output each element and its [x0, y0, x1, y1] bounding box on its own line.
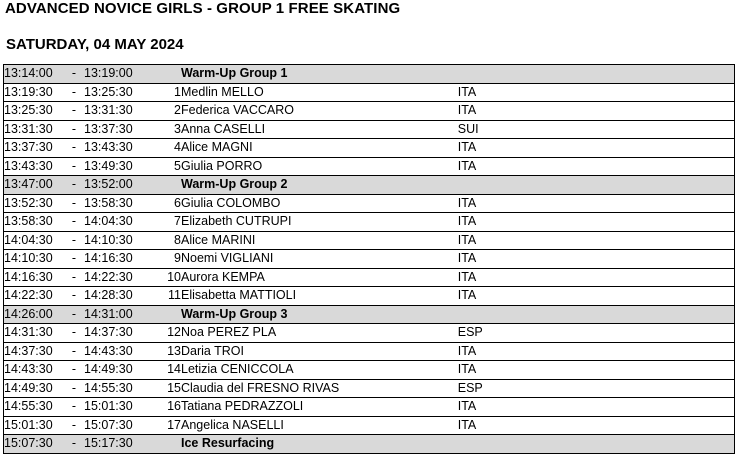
start-time: 15:07:30: [4, 435, 65, 454]
start-number: [148, 176, 181, 195]
end-time: 14:22:30: [84, 268, 148, 287]
skater-row: [4, 398, 735, 417]
skater-name: Tatiana PEDRAZZOLI: [181, 398, 458, 417]
nation-code: ITA: [458, 361, 735, 380]
start-number: 1: [148, 83, 181, 102]
start-time: 13:52:30: [4, 194, 65, 213]
skater-name: Elizabeth CUTRUPI: [181, 213, 458, 232]
skater-row: [4, 250, 735, 269]
skater-row: [4, 342, 735, 361]
start-number: 16: [148, 398, 181, 417]
time-separator: -: [64, 157, 84, 176]
time-separator: -: [64, 379, 84, 398]
start-time: 13:14:00: [4, 65, 65, 84]
start-number: 8: [148, 231, 181, 250]
skater-row: [4, 102, 735, 121]
skater-row: [4, 231, 735, 250]
start-time: 14:26:00: [4, 305, 65, 324]
skater-name: Medlin MELLO: [181, 83, 458, 102]
skater-row: [4, 194, 735, 213]
skater-row: [4, 379, 735, 398]
start-time: 14:43:30: [4, 361, 65, 380]
start-time: 14:22:30: [4, 287, 65, 306]
time-separator: -: [64, 194, 84, 213]
skater-name: Claudia del FRESNO RIVAS: [181, 379, 458, 398]
start-time: 13:25:30: [4, 102, 65, 121]
start-time: 14:37:30: [4, 342, 65, 361]
end-time: 14:37:30: [84, 324, 148, 343]
nation-code: ITA: [458, 287, 735, 306]
skater-row: [4, 268, 735, 287]
skater-name: Alice MAGNI: [181, 139, 458, 158]
start-number: 15: [148, 379, 181, 398]
end-time: 13:19:00: [84, 65, 148, 84]
nation-code: ITA: [458, 157, 735, 176]
end-time: 14:16:30: [84, 250, 148, 269]
group-row: [4, 435, 735, 454]
start-number: [148, 65, 181, 84]
group-row: [4, 176, 735, 195]
time-separator: -: [64, 65, 84, 84]
start-time: 14:04:30: [4, 231, 65, 250]
skater-name: Giulia PORRO: [181, 157, 458, 176]
nation-code: ITA: [458, 139, 735, 158]
skater-name: Noemi VIGLIANI: [181, 250, 458, 269]
start-time: 14:55:30: [4, 398, 65, 417]
start-time: 13:37:30: [4, 139, 65, 158]
start-time: 13:47:00: [4, 176, 65, 195]
time-separator: -: [64, 287, 84, 306]
nation-code: ITA: [458, 268, 735, 287]
start-number: [148, 435, 181, 454]
start-time: 13:43:30: [4, 157, 65, 176]
skater-name: Angelica NASELLI: [181, 416, 458, 435]
start-number: 13: [148, 342, 181, 361]
skater-name: Noa PEREZ PLA: [181, 324, 458, 343]
skater-name: Elisabetta MATTIOLI: [181, 287, 458, 306]
time-separator: -: [64, 120, 84, 139]
nation-code: ITA: [458, 250, 735, 269]
schedule-table: [3, 64, 735, 454]
skater-row: [4, 324, 735, 343]
nation-code: ITA: [458, 102, 735, 121]
time-separator: -: [64, 139, 84, 158]
start-number: 17: [148, 416, 181, 435]
end-time: 13:37:30: [84, 120, 148, 139]
nation-code: ITA: [458, 83, 735, 102]
skater-name: Alice MARINI: [181, 231, 458, 250]
nation-code: ESP: [458, 379, 735, 398]
group-row: [4, 305, 735, 324]
start-number: [148, 305, 181, 324]
start-number: 6: [148, 194, 181, 213]
skater-row: [4, 139, 735, 158]
skater-row: [4, 287, 735, 306]
end-time: 14:10:30: [84, 231, 148, 250]
end-time: 15:01:30: [84, 398, 148, 417]
end-time: 15:17:30: [84, 435, 148, 454]
skater-row: [4, 213, 735, 232]
start-number: 10: [148, 268, 181, 287]
group-label: Warm-Up Group 1: [181, 65, 735, 84]
skater-name: Anna CASELLI: [181, 120, 458, 139]
skater-name: Aurora KEMPA: [181, 268, 458, 287]
start-time: 13:58:30: [4, 213, 65, 232]
start-number: 3: [148, 120, 181, 139]
end-time: 14:43:30: [84, 342, 148, 361]
nation-code: ITA: [458, 398, 735, 417]
end-time: 13:25:30: [84, 83, 148, 102]
group-row: [4, 65, 735, 84]
start-number: 4: [148, 139, 181, 158]
time-separator: -: [64, 342, 84, 361]
skater-row: [4, 120, 735, 139]
start-number: 12: [148, 324, 181, 343]
time-separator: -: [64, 102, 84, 121]
skater-row: [4, 83, 735, 102]
skater-row: [4, 416, 735, 435]
end-time: 14:55:30: [84, 379, 148, 398]
start-number: 11: [148, 287, 181, 306]
time-separator: -: [64, 231, 84, 250]
start-time: 14:10:30: [4, 250, 65, 269]
start-time: 13:19:30: [4, 83, 65, 102]
nation-code: ITA: [458, 416, 735, 435]
nation-code: ITA: [458, 194, 735, 213]
time-separator: -: [64, 361, 84, 380]
time-separator: -: [64, 83, 84, 102]
end-time: 15:07:30: [84, 416, 148, 435]
start-time: 14:16:30: [4, 268, 65, 287]
skater-name: Daria TROI: [181, 342, 458, 361]
skater-row: [4, 361, 735, 380]
end-time: 14:28:30: [84, 287, 148, 306]
nation-code: ITA: [458, 342, 735, 361]
start-number: 14: [148, 361, 181, 380]
nation-code: SUI: [458, 120, 735, 139]
schedule-body: [4, 65, 735, 454]
start-time: 14:31:30: [4, 324, 65, 343]
end-time: 13:52:00: [84, 176, 148, 195]
end-time: 13:58:30: [84, 194, 148, 213]
time-separator: -: [64, 268, 84, 287]
nation-code: ESP: [458, 324, 735, 343]
skater-row: [4, 157, 735, 176]
nation-code: ITA: [458, 231, 735, 250]
start-time: 13:31:30: [4, 120, 65, 139]
skater-name: Federica VACCARO: [181, 102, 458, 121]
end-time: 13:43:30: [84, 139, 148, 158]
time-separator: -: [64, 398, 84, 417]
time-separator: -: [64, 213, 84, 232]
page-title: ADVANCED NOVICE GIRLS - GROUP 1 FREE SKATING: [5, 0, 401, 17]
start-number: 5: [148, 157, 181, 176]
event-date: SATURDAY, 04 MAY 2024: [6, 36, 184, 53]
skater-name: Letizia CENICCOLA: [181, 361, 458, 380]
end-time: 13:31:30: [84, 102, 148, 121]
start-number: 7: [148, 213, 181, 232]
time-separator: -: [64, 176, 84, 195]
group-label: Warm-Up Group 3: [181, 305, 735, 324]
time-separator: -: [64, 435, 84, 454]
skater-name: Giulia COLOMBO: [181, 194, 458, 213]
time-separator: -: [64, 250, 84, 269]
time-separator: -: [64, 305, 84, 324]
group-label: Warm-Up Group 2: [181, 176, 735, 195]
time-separator: -: [64, 416, 84, 435]
start-time: 15:01:30: [4, 416, 65, 435]
start-number: 9: [148, 250, 181, 269]
end-time: 13:49:30: [84, 157, 148, 176]
group-label: Ice Resurfacing: [181, 435, 735, 454]
end-time: 14:49:30: [84, 361, 148, 380]
end-time: 14:31:00: [84, 305, 148, 324]
nation-code: ITA: [458, 213, 735, 232]
start-number: 2: [148, 102, 181, 121]
end-time: 14:04:30: [84, 213, 148, 232]
time-separator: -: [64, 324, 84, 343]
start-time: 14:49:30: [4, 379, 65, 398]
